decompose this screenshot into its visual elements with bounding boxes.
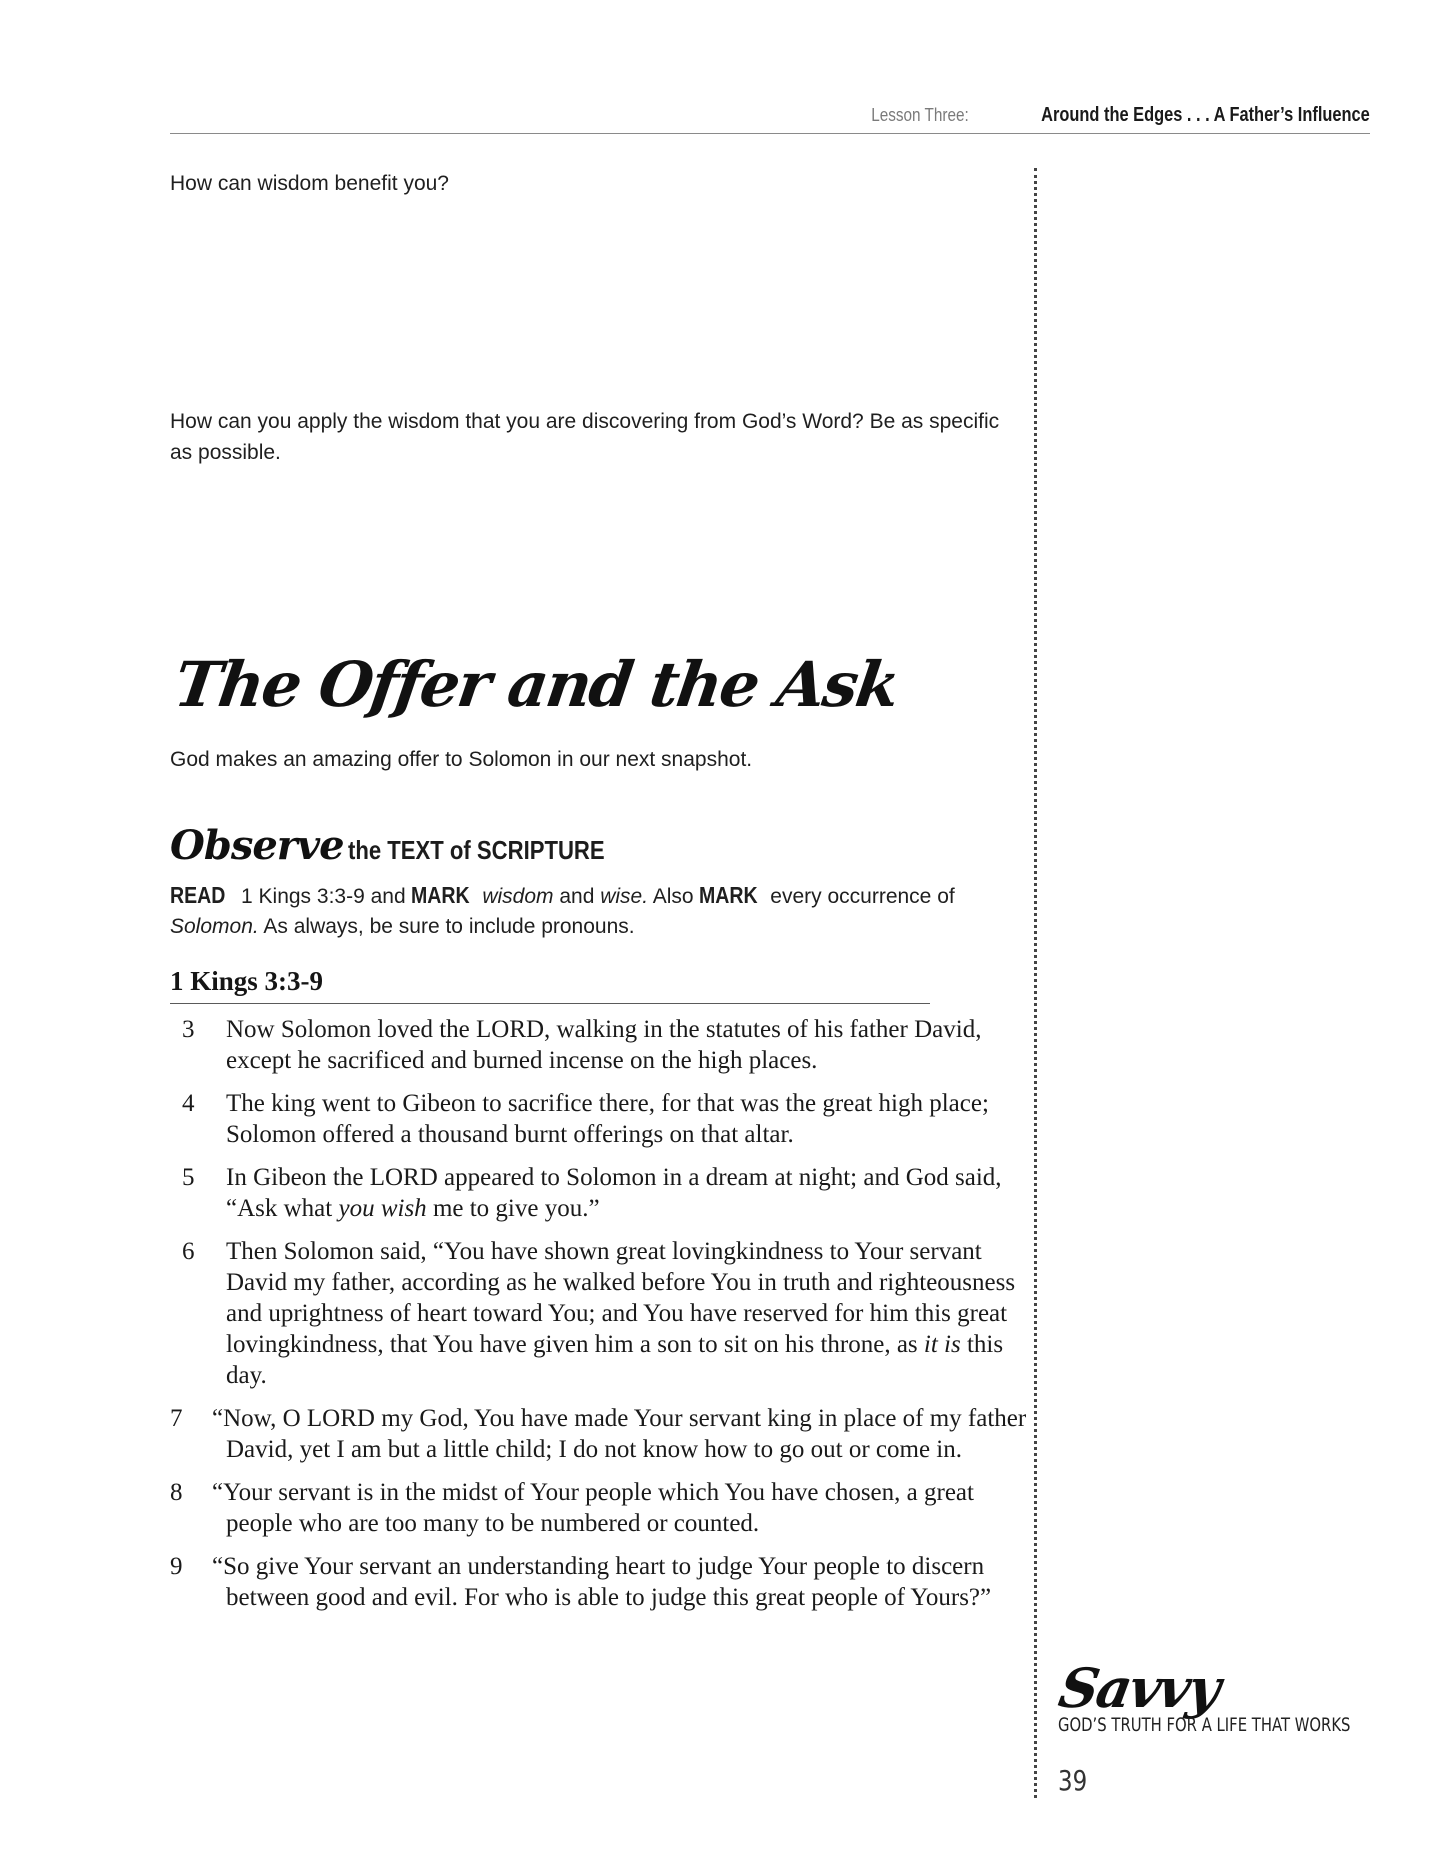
verse-text: “So give Your servant an understanding heart to judge Your people to discern between good and evil. For who is able to judge this great people of Yours?” [212,1553,992,1611]
header-text [854,104,1370,127]
section-heading: The Offer and the Ask [170,648,903,721]
verse-text-part: this day. [226,1331,1004,1389]
verse-number: 5 [182,1164,195,1191]
question-apply-wisdom: How can you apply the wisdom that you are discovering from God’s Word? Be as specific as possible. [170,410,1000,464]
instruction-tail: As always, be sure to include pronouns. [258,915,635,938]
term-solomon: Solomon. [170,915,259,938]
running-header [170,98,1370,134]
scripture-passage [170,1014,1030,1625]
instruction-and: and [553,885,601,908]
question-wisdom-benefit: How can wisdom benefit you? [170,172,449,195]
observe-subtitle: the TEXT of SCRIPTURE [347,835,605,865]
mark-keyword-2: MARK [699,882,759,908]
lesson-label: Lesson Three: [871,105,970,125]
verse-number: 9 [170,1553,183,1580]
verse-text: “Your servant is in the midst of Your people which You have chosen, a great people who are too many to be numbered or counted. [212,1479,974,1537]
mark-keyword: MARK [411,882,471,908]
passage-title: 1 Kings 3:3-9 [170,966,930,1004]
verse-number: 8 [170,1479,183,1506]
verse-number: 3 [182,1016,195,1043]
verse-7 [170,1403,1030,1465]
verse-text-italic: you wish [338,1195,427,1222]
observe-heading [170,822,649,869]
verse-text: The king went to Gibeon to sacrifice there, for that was the great high place; Solomon offered a thousand burnt offerings on that altar. [226,1090,989,1148]
reading-instructions [170,880,1010,942]
verse-5 [170,1162,1030,1224]
read-keyword: READ [170,882,226,908]
verse-3 [170,1014,1030,1076]
instruction-also: Also [648,885,700,908]
savvy-wordmark: Savvy [1054,1656,1224,1720]
verse-text: “Now, O LORD my God, You have made Your servant king in place of my father David, yet I am but a little child; I do not know how to go out or come in. [212,1405,1027,1463]
verse-text-part: Then Solomon said, “You have shown great lovingkindness to Your servant David my father, according as he walked before You in truth and righteousness and uprightness of heart toward You; and You have reserved for him this great lovingkindness, that You have given him a son to sit on his throne, as [226,1238,1016,1358]
lesson-title: Around the Edges . . . A Father’s Influence [1041,104,1370,126]
verse-text-part: In Gibeon the LORD appeared to Solomon in a dream at night; and God said, “Ask what [226,1164,1002,1222]
verse-text [226,1238,1015,1389]
section-intro: God makes an amazing offer to Solomon in our next snapshot. [170,748,753,771]
verse-text: Now Solomon loved the LORD, walking in the statutes of his father David, except he sacrificed and burned incense on the high places. [226,1016,982,1074]
page-number: 39 [1058,1764,1088,1797]
savvy-tagline: GOD’S TRUTH FOR A LIFE THAT WORKS [1058,1714,1351,1736]
verse-9 [170,1551,1030,1613]
term-wise: wise. [600,885,649,908]
margin-dotted-divider [1034,168,1037,1798]
observe-script-word: Observe [170,822,344,869]
verse-text [226,1164,1002,1222]
savvy-logo [1052,1656,1351,1744]
verse-text-part: me to give you.” [426,1195,600,1222]
verse-number: 4 [182,1090,195,1117]
term-wisdom: wisdom [482,885,554,908]
verse-number: 6 [182,1238,195,1265]
verse-6 [170,1236,1030,1391]
verse-8 [170,1477,1030,1539]
verse-number: 7 [170,1405,183,1432]
verse-4 [170,1088,1030,1150]
instruction-every: every occurrence of [764,885,955,908]
instruction-reference: 1 Kings 3:3-9 and [235,885,412,908]
verse-text-italic: it is [923,1331,961,1358]
header-rule [170,133,1370,134]
